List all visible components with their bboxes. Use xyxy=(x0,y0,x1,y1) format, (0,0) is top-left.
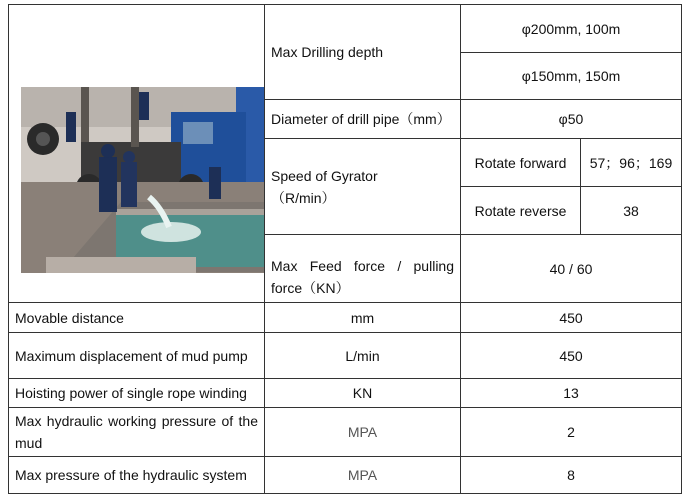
label-mud-pressure: Max hydraulic working pressure of the mud xyxy=(9,408,265,457)
unit-mud-pressure: MPA xyxy=(265,408,461,457)
unit-movable-distance: mm xyxy=(265,303,461,333)
label-drill-pipe-diameter: Diameter of drill pipe（mm） xyxy=(265,100,461,139)
value-drilling-depth-1: φ200mm, 100m xyxy=(461,5,682,53)
value-hoisting-power: 13 xyxy=(461,379,682,408)
label-mud-pump-displacement: Maximum displacement of mud pump xyxy=(9,333,265,379)
table-row xyxy=(9,5,682,53)
value-mud-pump-displacement: 450 xyxy=(461,333,682,379)
table-row xyxy=(9,379,682,408)
table-row xyxy=(9,408,682,457)
table-row xyxy=(9,457,682,494)
spec-table xyxy=(8,4,682,494)
unit-hoisting-power: KN xyxy=(265,379,461,408)
drilling-rig-photo-icon xyxy=(21,87,264,273)
value-drilling-depth-2: φ150mm, 150m xyxy=(461,53,682,100)
photo-cell xyxy=(9,5,265,303)
value-rotate-reverse: 38 xyxy=(581,187,682,235)
value-drill-pipe-diameter: φ50 xyxy=(461,100,682,139)
unit-hydraulic-system-pressure: MPA xyxy=(265,457,461,494)
label-hoisting-power: Hoisting power of single rope winding xyxy=(9,379,265,408)
label-hydraulic-system-pressure: Max pressure of the hydraulic system xyxy=(9,457,265,494)
gyrator-speed-label-line2: （R/min） xyxy=(271,189,336,206)
label-rotate-reverse: Rotate reverse xyxy=(461,187,581,235)
value-movable-distance: 450 xyxy=(461,303,682,333)
label-gyrator-speed xyxy=(265,139,461,235)
gyrator-speed-label-line1: Speed of Gyrator xyxy=(271,167,378,184)
value-mud-pressure: 2 xyxy=(461,408,682,457)
table-row xyxy=(9,303,682,333)
value-feed-force: 40 / 60 xyxy=(461,235,682,303)
value-hydraulic-system-pressure: 8 xyxy=(461,457,682,494)
drilling-rig-photo xyxy=(21,87,264,273)
label-feed-force: Max Feed force / pulling force（KN） xyxy=(265,235,461,303)
value-rotate-forward: 57；96；169 xyxy=(581,139,682,187)
unit-mud-pump-displacement: L/min xyxy=(265,333,461,379)
label-movable-distance: Movable distance xyxy=(9,303,265,333)
label-max-drilling-depth: Max Drilling depth xyxy=(265,5,461,100)
table-row xyxy=(9,333,682,379)
label-rotate-forward: Rotate forward xyxy=(461,139,581,187)
